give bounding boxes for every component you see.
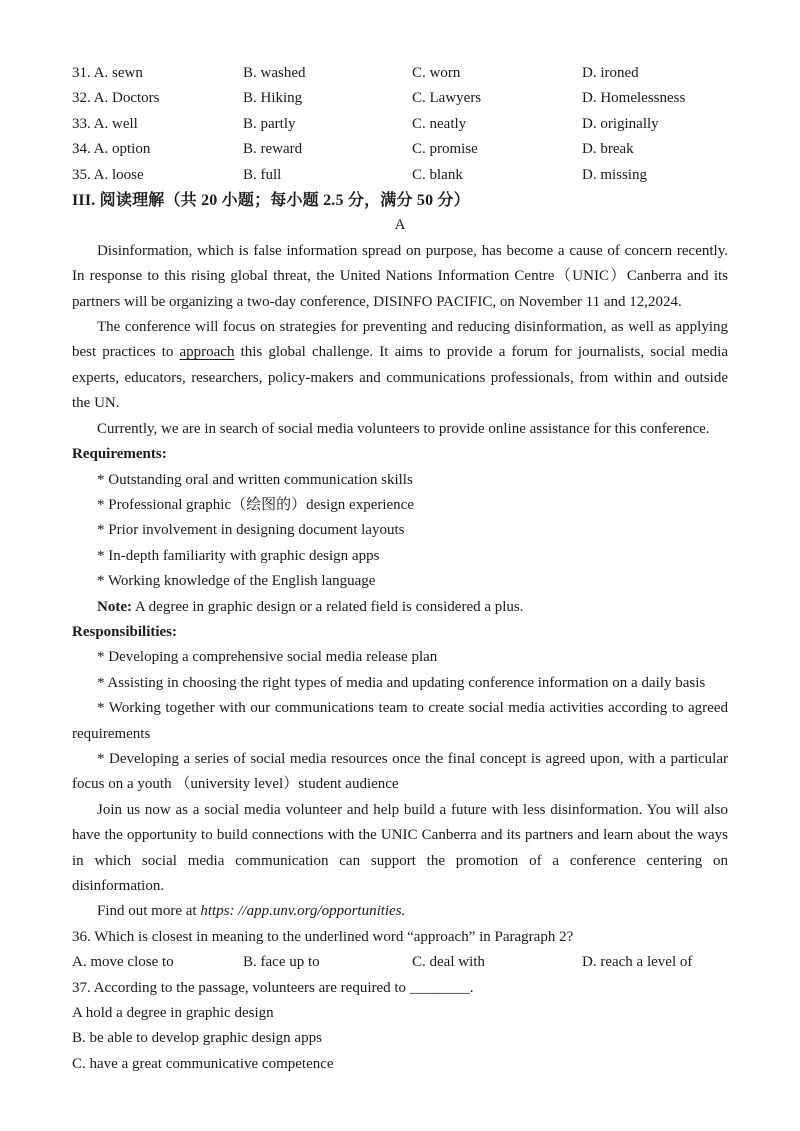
cloze-option-cell: D. ironed bbox=[582, 65, 639, 81]
responsibility-item: * Working together with our communications team to create social media activities according to agreed requirements bbox=[72, 700, 728, 742]
q36-option-a: A. move close to bbox=[72, 954, 174, 971]
responsibilities-heading: Responsibilities: bbox=[72, 623, 178, 640]
cloze-option-cell: B. full bbox=[243, 166, 282, 183]
cloze-row-35 bbox=[72, 163, 728, 188]
question-37-stem: 37. According to the passage, volunteers are required to ________. bbox=[72, 979, 474, 996]
cloze-row-32 bbox=[72, 86, 728, 111]
cloze-option-cell: B. partly bbox=[243, 115, 296, 132]
q37-option-b: B. be able to develop graphic design apps bbox=[72, 1030, 322, 1047]
requirement-item: * Professional graphic（绘图的）design experience bbox=[97, 496, 415, 513]
passage-paragraph-3: Currently, we are in search of social media volunteers to provide online assistance for this conference. bbox=[97, 420, 710, 437]
q36-option-d: D. reach a level of bbox=[582, 954, 693, 971]
cloze-option-cell: B. Hiking bbox=[243, 90, 303, 107]
note-text: A degree in graphic design or a related field is considered a plus. bbox=[131, 598, 524, 615]
q36-option-b: B. face up to bbox=[243, 954, 320, 971]
cloze-option-cell: 31. A. sewn bbox=[72, 65, 143, 81]
cloze-row-33 bbox=[72, 112, 728, 137]
cloze-option-cell: B. reward bbox=[243, 141, 303, 158]
question-36-options-row bbox=[72, 950, 728, 975]
cloze-option-cell: B. washed bbox=[243, 65, 306, 81]
passage-label: A bbox=[394, 217, 406, 234]
cloze-option-cell: D. originally bbox=[582, 115, 659, 132]
cloze-option-cell: C. promise bbox=[412, 141, 478, 158]
find-out-more-line bbox=[72, 899, 728, 924]
q37-option-a: A hold a degree in graphic design bbox=[72, 1005, 274, 1022]
requirement-item: * Outstanding oral and written communication skills bbox=[97, 471, 413, 488]
paragraph2-text-before: The conference will focus on strategies for preventing and reducing disinformation, as well as applying best practices to bbox=[72, 319, 728, 361]
cloze-option-cell: 33. A. well bbox=[72, 115, 138, 132]
responsibility-item: * Developing a comprehensive social media release plan bbox=[97, 649, 438, 666]
responsibility-item: * Developing a series of social media resources once the final concept is agreed upon, with a particular focus on a youth （university level）student audience bbox=[72, 750, 728, 793]
requirement-item: * Working knowledge of the English language bbox=[97, 573, 376, 590]
find-out-more-label: Find out more at bbox=[97, 903, 201, 920]
cloze-option-cell: D. break bbox=[582, 141, 634, 158]
responsibility-item: * Assisting in choosing the right types of media and updating conference information on a daily basis bbox=[97, 674, 706, 691]
cloze-option-cell: C. blank bbox=[412, 166, 463, 183]
cloze-option-cell: C. worn bbox=[412, 65, 461, 81]
cloze-option-cell: D. missing bbox=[582, 166, 648, 183]
cloze-option-cell: 35. A. loose bbox=[72, 166, 144, 183]
q36-option-c: C. deal with bbox=[412, 954, 485, 971]
cloze-option-cell: 32. A. Doctors bbox=[72, 90, 160, 107]
cloze-option-cell: D. Homelessness bbox=[582, 90, 686, 107]
passage-paragraph-1: Disinformation, which is false information spread on purpose, has become a cause of concern recently. In response to this rising global threat, the United Nations Information Centre（UNIC）Canberra and its partners will be organizing a two-day conference, DISINFO PACIFIC, on November 11 and 12,2024. bbox=[72, 242, 728, 310]
requirement-item: * Prior involvement in designing document layouts bbox=[97, 522, 405, 539]
requirement-item: * In-depth familiarity with graphic design apps bbox=[97, 547, 380, 564]
cloze-option-cell: C. Lawyers bbox=[412, 90, 482, 107]
passage-paragraph-2 bbox=[72, 315, 728, 417]
underlined-word-approach: approach bbox=[179, 344, 235, 361]
q37-option-c: C. have a great communicative competence bbox=[72, 1055, 334, 1072]
cloze-row-34 bbox=[72, 137, 728, 162]
note-label: Note: bbox=[97, 598, 132, 615]
note-line bbox=[72, 595, 728, 620]
question-36-stem: 36. Which is closest in meaning to the underlined word “approach” in Paragraph 2? bbox=[72, 928, 574, 945]
paragraph2-text-after: this global challenge. It aims to provide a forum for journalists, social media experts, educators, researchers, policy-makers and communications professionals, from within and outside the UN. bbox=[72, 344, 728, 412]
opportunities-url: https: //app.unv.org/opportunities. bbox=[200, 903, 406, 920]
closing-paragraph: Join us now as a social media volunteer and help build a future with less disinformation. You will also have the opportunity to build connections with the UNIC Canberra and its partners and learn about the ways in which social media communication can support the promotion of a conference centering on disinformation. bbox=[72, 801, 728, 894]
cloze-row-31 bbox=[72, 61, 728, 86]
cloze-option-cell: C. neatly bbox=[412, 115, 467, 132]
cloze-option-cell: 34. A. option bbox=[72, 141, 151, 158]
section-heading: III. 阅读理解（共 20 小题；每小题 2.5 分，满分 50 分） bbox=[72, 192, 470, 210]
requirements-heading: Requirements: bbox=[72, 446, 167, 463]
